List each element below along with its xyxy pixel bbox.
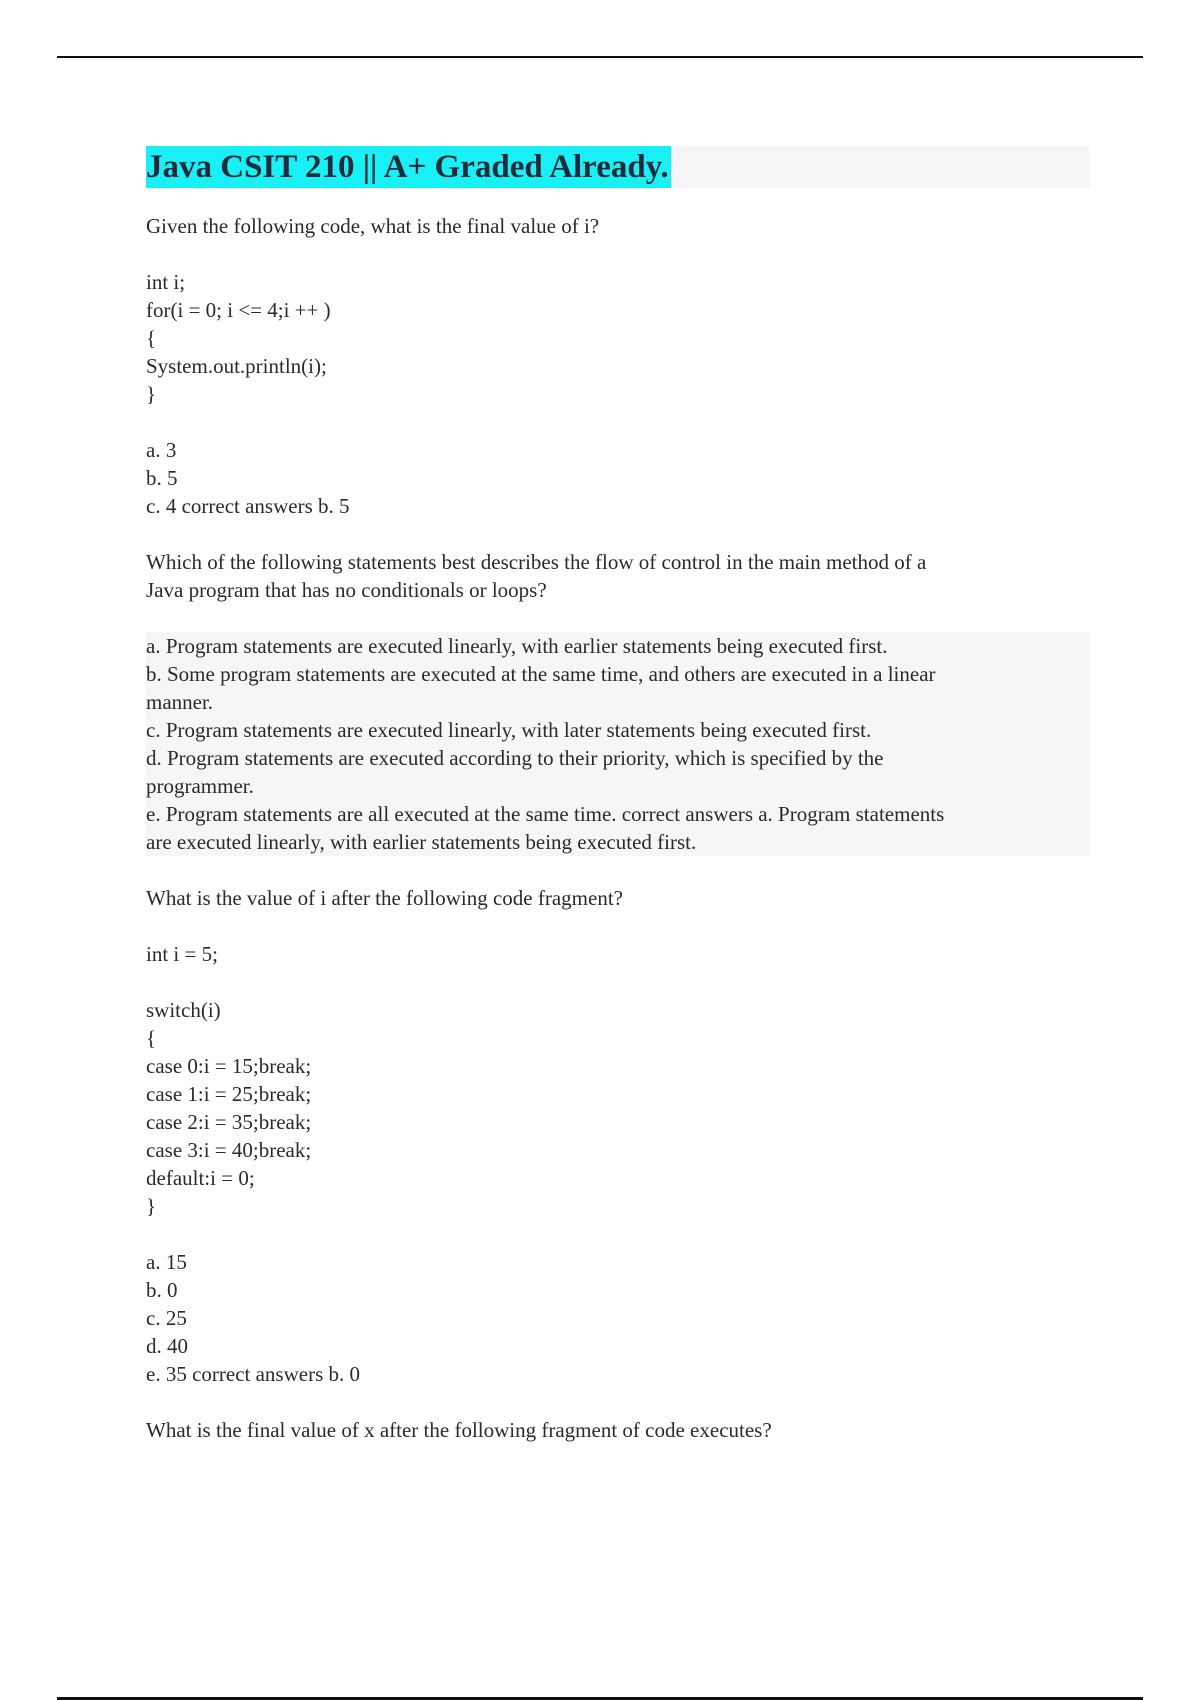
- answer-option: b. Some program statements are executed at the same time, and others are executed in a linear: [146, 662, 936, 686]
- code-line: case 3:i = 40;break;: [146, 1138, 312, 1162]
- answer-option: d. Program statements are executed according to their priority, which is specified by the: [146, 746, 884, 770]
- code-line: {: [146, 326, 157, 350]
- code-line: }: [146, 1194, 157, 1218]
- answer-option: a. 3: [146, 438, 177, 462]
- code-line: int i;: [146, 270, 186, 294]
- q4-prompt: What is the final value of x after the following fragment of code executes?: [146, 1418, 772, 1442]
- answer-option: c. 4 correct answers b. 5: [146, 494, 350, 518]
- code-line: {: [146, 1026, 157, 1050]
- answer-option-continued: are executed linearly, with earlier statements being executed first.: [146, 830, 697, 854]
- answer-option: a. 15: [146, 1250, 187, 1274]
- q3-code: [146, 996, 1090, 1220]
- code-line: for(i = 0; i <= 4;i ++ ): [146, 298, 331, 322]
- answer-option: c. 25: [146, 1306, 187, 1330]
- answer-option-continued: manner.: [146, 690, 214, 714]
- q3-prompt: What is the value of i after the following code fragment?: [146, 886, 623, 910]
- code-line: case 1:i = 25;break;: [146, 1082, 312, 1106]
- q1-code: [146, 268, 1090, 408]
- answer-option: e. 35 correct answers b. 0: [146, 1362, 360, 1386]
- code-line: case 2:i = 35;break;: [146, 1110, 312, 1134]
- code-line: default:i = 0;: [146, 1166, 255, 1190]
- answer-option: d. 40: [146, 1334, 188, 1358]
- q3-declaration: int i = 5;: [146, 942, 218, 966]
- q1-options: [146, 436, 1090, 520]
- code-line: switch(i): [146, 998, 221, 1022]
- prompt-line: Java program that has no conditionals or loops?: [146, 578, 547, 602]
- q2-options: [146, 632, 1090, 856]
- q1-prompt: Given the following code, what is the final value of i?: [146, 214, 600, 238]
- answer-option: e. Program statements are all executed at the same time. correct answers a. Program statements: [146, 802, 945, 826]
- code-line: }: [146, 382, 157, 406]
- top-rule: [57, 56, 1143, 58]
- code-line: case 0:i = 15;break;: [146, 1054, 312, 1078]
- code-line: System.out.println(i);: [146, 354, 327, 378]
- q2-prompt: [146, 548, 1090, 604]
- title-band: [146, 146, 1090, 188]
- answer-option-continued: programmer.: [146, 774, 254, 798]
- answer-option: c. Program statements are executed linearly, with later statements being executed first.: [146, 718, 872, 742]
- document-body: [146, 146, 1090, 1444]
- answer-option: b. 0: [146, 1278, 178, 1302]
- answer-option: b. 5: [146, 466, 178, 490]
- document-title: Java CSIT 210 || A+ Graded Already.: [146, 146, 671, 188]
- prompt-line: Which of the following statements best describes the flow of control in the main method of a: [146, 550, 927, 574]
- q3-options: [146, 1248, 1090, 1388]
- answer-option: a. Program statements are executed linearly, with earlier statements being executed first.: [146, 634, 888, 658]
